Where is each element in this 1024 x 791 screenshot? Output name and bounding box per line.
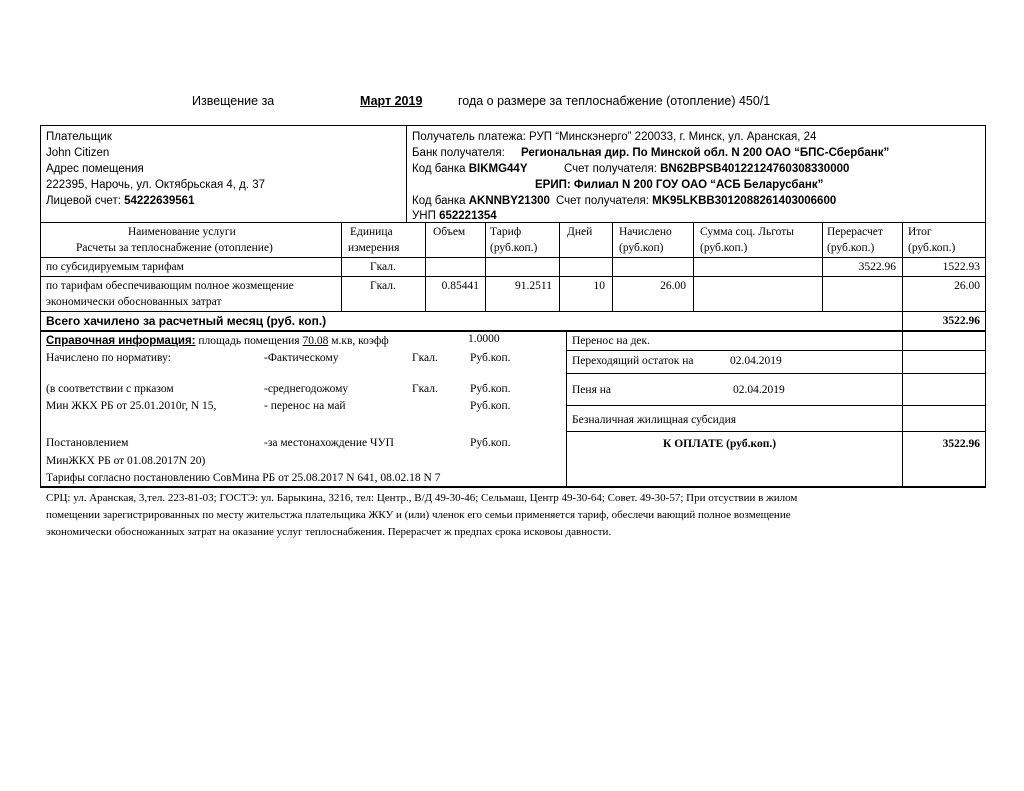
info-area-row	[46, 335, 389, 348]
recipient-account-label: Счет получателя:	[564, 163, 657, 175]
account-row	[46, 195, 194, 208]
fact-unit: Гкал.	[412, 352, 438, 364]
col-days: Дней	[567, 226, 593, 238]
row2-accrued: 26.00	[660, 280, 686, 292]
bankcode2-label: Код банка	[412, 195, 466, 207]
address-label: Адрес помещения	[46, 163, 144, 175]
col-recalc-2: (руб.коп.)	[827, 242, 875, 254]
payer-label: Плательщик	[46, 131, 112, 143]
location-currency: Руб.коп.	[470, 437, 511, 449]
bankcode2-value: AKNNBY21300	[468, 195, 550, 207]
info-area-value: 70.08	[302, 335, 329, 347]
unp-value: 652221354	[439, 210, 497, 222]
row2-days: 10	[593, 280, 605, 292]
recipient-label: Получатель платежа:	[412, 131, 526, 143]
row2-service-cont: экономически обоснованных затрат	[46, 296, 222, 308]
subsidy-label: Безналичная жилищная субсидия	[572, 414, 737, 426]
col-benefit-1: Сумма соц. Льготы	[700, 226, 795, 238]
row1-service: по субсидируемым тарифам	[46, 261, 184, 273]
due-value: 3522.96	[942, 438, 980, 450]
notice-period: Март 2019	[360, 94, 423, 108]
account2-value: MK95LKBB3012088261403006600	[652, 195, 837, 207]
col-recalc-1: Перерасчет	[827, 226, 883, 238]
footer-line-2: помещении зарегистрированных по месту жительстжа плательщика ЖКУ и (или) членок его семьи применяется тариф, обеслечи вающий полное возмещение	[46, 509, 791, 521]
notice-prefix: Извещение за	[192, 94, 275, 108]
footer-line-3: экономически обосножанных затрат на оказание услуг теплоснабжения. Перерасчет ж предпах срока исковоы давности.	[46, 526, 612, 538]
avg-currency: Руб.коп.	[470, 383, 511, 395]
col-total-1: Итог	[908, 226, 932, 238]
due-label: К ОПЛАТЕ (руб.коп.)	[663, 438, 777, 450]
fact-label: -Фактическому	[264, 352, 339, 364]
row2-unit: Гкал.	[370, 280, 396, 292]
account-number: 54222639561	[124, 195, 195, 207]
recipient-account-value: BN62BPSB40122124760308330000	[660, 163, 850, 175]
transfer-dec: Перенос на дек.	[572, 335, 650, 347]
account2-row	[556, 195, 836, 208]
recipient-account-row	[564, 163, 849, 176]
penalty-label: Пеня на	[572, 384, 611, 396]
norm-label: Начислено по нормативу:	[46, 352, 171, 364]
decree-line-2: МинЖКХ РБ от 01.08.2017N 20)	[46, 455, 206, 467]
recipient-value: РУП “Минскэнерго” 220033, г. Минск, ул. Аранская, 24	[529, 131, 817, 143]
row2-volume: 0.85441	[441, 280, 479, 292]
transfer-currency: Руб.коп.	[470, 400, 511, 412]
transfer-may: - перенос на май	[264, 400, 346, 412]
row1-recalc: 3522.96	[858, 261, 896, 273]
bankcode-row	[412, 163, 528, 176]
col-accrued-1: Начислено	[619, 226, 672, 238]
notice-subject: года о размере за теплоснабжение (отопление) 450/1	[458, 94, 771, 108]
tariffs-note: Тарифы согласно постановлению СовМина РБ от 25.08.2017 N 641, 08.02.18 N 7	[46, 472, 441, 484]
decree-line-1: Постановлением	[46, 437, 129, 449]
info-title: Справочная информация:	[46, 335, 196, 347]
month-total-value: 3522.96	[942, 315, 980, 327]
month-total-label: Всего хачилено за расчетный месяц (руб. коп.)	[46, 314, 327, 328]
unp-label: УНП	[412, 210, 436, 222]
bankcode-value: BIKMG44Y	[468, 163, 528, 175]
fact-currency: Руб.коп.	[470, 352, 511, 364]
col-tariff-2: (руб.коп.)	[490, 242, 538, 254]
footer-line-1: СРЦ: ул. Аранская, 3,тел. 223-81-03; ГОСТЭ: ул. Барыкина, 3216, тел: Центр., В/Д 49-30-46; Сельмаш, Центр 49-30-64; Совет. 49-30-57; При отсуствии в жилом	[46, 492, 798, 504]
col-unit-2: измерения	[348, 242, 400, 254]
bank-label: Банк получателя:	[412, 147, 505, 159]
col-volume: Объем	[433, 226, 466, 238]
col-service-title: Наименование услуги	[128, 226, 236, 238]
location-label: -за местонахождение ЧУП	[264, 437, 394, 449]
order-line-1: (в соответствии с прказом	[46, 383, 174, 395]
order-line-2: Мин ЖКХ РБ от 25.01.2010г, N 15,	[46, 400, 217, 412]
avg-label: -среднегодожому	[264, 383, 349, 395]
col-service-subtitle: Расчеты за теплоснабжение (отопление)	[76, 242, 273, 254]
carryover-date: 02.04.2019	[730, 355, 782, 367]
col-tariff-1: Тариф	[490, 226, 522, 238]
row1-unit: Гкал.	[370, 261, 396, 273]
payer-name: John Citizen	[46, 147, 110, 159]
row2-total: 26.00	[954, 280, 980, 292]
erip-line: ЕРИП: Филиал N 200 ГОУ ОАО “АСБ Беларусбанк”	[535, 179, 824, 191]
carryover-label: Переходящий остаток на	[572, 355, 694, 367]
col-accrued-2: (руб.коп)	[619, 242, 664, 254]
row2-service: по тарифам обеспечивающим полное жозмещение	[46, 280, 294, 292]
bank-value: Региональная дир. По Минской обл. N 200 ОАО “БПС-Сбербанк”	[521, 147, 890, 159]
info-area-text: площадь помещения	[198, 335, 300, 347]
col-benefit-2: (руб.коп.)	[700, 242, 748, 254]
col-total-2: (руб.коп.)	[908, 242, 956, 254]
row1-total: 1522.93	[942, 261, 980, 273]
bankcode-label: Код банка	[412, 163, 466, 175]
account-label: Лицевой счет:	[46, 195, 121, 207]
penalty-date: 02.04.2019	[733, 384, 785, 396]
avg-unit: Гкал.	[412, 383, 438, 395]
account2-label: Счет получателя:	[556, 195, 649, 207]
bankcode2-row	[412, 195, 550, 208]
recipient-row	[412, 131, 816, 144]
info-coef: 1.0000	[468, 333, 500, 345]
address-value: 222395, Нарочь, ул. Октябрьская 4, д. 37	[46, 179, 266, 191]
row2-tariff: 91.2511	[515, 280, 552, 292]
col-unit-1: Единица	[350, 226, 393, 238]
info-area-unit: м.кв, коэфф	[331, 335, 389, 347]
